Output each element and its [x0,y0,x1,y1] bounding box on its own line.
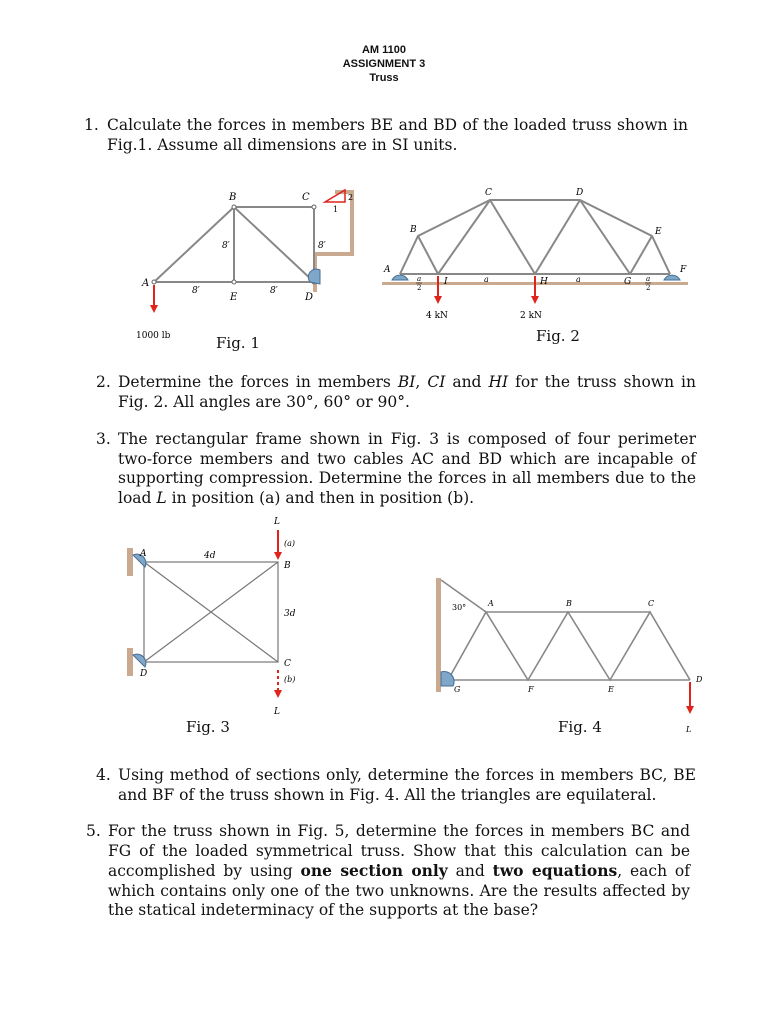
question-number: 3. [96,430,111,448]
node-label-c: C [648,599,655,608]
question-number: 1. [84,116,99,134]
pin-support [308,269,320,284]
node-label-g: G [454,685,461,694]
load-arrowhead [274,690,282,698]
node-label-b: B [229,192,237,203]
figure-2 [380,186,700,326]
load-arrowhead [274,552,282,560]
fig2-caption: Fig. 2 [536,327,580,345]
fig3-caption: Fig. 3 [186,718,230,736]
node-label-a: A [142,278,150,289]
question-number: 2. [96,373,111,391]
node-label-h: H [540,277,548,287]
node-label-b: B [284,561,291,571]
node-label-d: D [140,669,148,679]
node-label-d: D [696,675,703,684]
node-label-e: E [230,292,238,303]
truss-members [441,580,690,680]
node-label-a: A [384,265,391,275]
wall [436,578,441,692]
pin-support-left [392,275,408,280]
angle-label: 30° [452,603,467,612]
load-label: 4 kN [426,311,448,321]
dim-label: a [576,275,581,284]
node-label-i: I [444,277,448,287]
node-label-c: C [302,192,310,203]
node-label-c: C [485,188,492,198]
question-3 [96,430,696,514]
question-text: For the truss shown in Fig. 5, determine the forces in members BC and FG of the loaded symmetrical truss. Show that this calculation can be accomplished by using one section only and two equations, each of which contains only one of the two unknowns. Are the results affected by the statical indeterminacy of the supports at the base? [108,822,691,920]
node-label-c: C [284,659,291,669]
position-b-label: (b) [284,675,296,684]
position-a-label: (a) [284,539,296,548]
load-label: 2 kN [520,311,542,321]
question-1 [84,116,688,160]
node-label-b: B [566,599,572,608]
question-number: 5. [86,822,101,840]
fig4-caption: Fig. 4 [558,718,602,736]
half-dim-num: a [646,275,651,283]
truss-members [154,207,314,282]
wall-bottom [127,648,133,676]
load-label: L [686,725,692,734]
frame-members [144,562,278,662]
slope-label-2: 2 [348,193,354,202]
node-label-d: D [305,292,314,303]
question-2 [96,373,696,417]
node-label-e: E [655,227,662,237]
fig1-caption: Fig. 1 [216,334,260,352]
load-arrowhead [150,305,158,313]
load-label: 1000 lb [136,331,171,341]
figure-4 [428,572,718,738]
roller-support-right [664,275,680,280]
dim-label: a [484,275,489,284]
wall-top [127,548,133,576]
question-text: Determine the forces in members BI, CI and HI for the truss shown in Fig. 2. All angles are 30°, 60° or 90°. [118,373,696,411]
load-arrowhead [434,296,442,304]
slope-label-1: 1 [333,205,339,214]
dim-label: 8′ [270,286,278,296]
figure-3 [124,512,314,718]
load-arrowhead [686,706,694,714]
load-arrowhead [531,296,539,304]
half-dim-num: a [417,275,422,283]
node-label-a: A [488,599,494,608]
node-label-d: D [576,188,584,198]
dim-label: 8′ [318,241,326,251]
truss-members [400,200,670,274]
course-code: AM 1100 [361,44,407,56]
question-4 [96,766,696,810]
dim-label: 8′ [222,241,230,251]
question-text: Calculate the forces in members BE and BD of the loaded truss shown in Fig.1. Assume all dimensions are in SI units. [107,116,688,154]
question-5 [86,822,690,926]
width-dim: 4d [204,551,216,561]
load-label: L [274,707,280,717]
question-text: Using method of sections only, determine the forces in members BC, BE and BF of the truss shown in Fig. 4. All the triangles are equilateral. [118,766,696,804]
node-label-a: A [140,549,147,559]
figure-1 [130,182,370,342]
height-dim: 3d [284,609,296,619]
assignment-topic: Truss [369,72,399,84]
load-label: L [274,517,280,527]
node-label-e: E [608,685,614,694]
assignment-title: ASSIGNMENT 3 [342,58,426,70]
question-text: The rectangular frame shown in Fig. 3 is composed of four perimeter two-force members and two cables AC and BD which are incapable of supporting compression. Determine the forces in all members due to the load L in position (a) and then in position (b). [118,430,696,507]
node-label-f: F [528,685,534,694]
node-label-f: F [680,265,687,275]
node-label-g: G [624,277,632,287]
dim-label: 8′ [192,286,200,296]
half-dim-den: 2 [646,284,651,292]
question-number: 4. [96,766,111,784]
node-label-b: B [410,225,417,235]
half-dim-den: 2 [417,284,422,292]
